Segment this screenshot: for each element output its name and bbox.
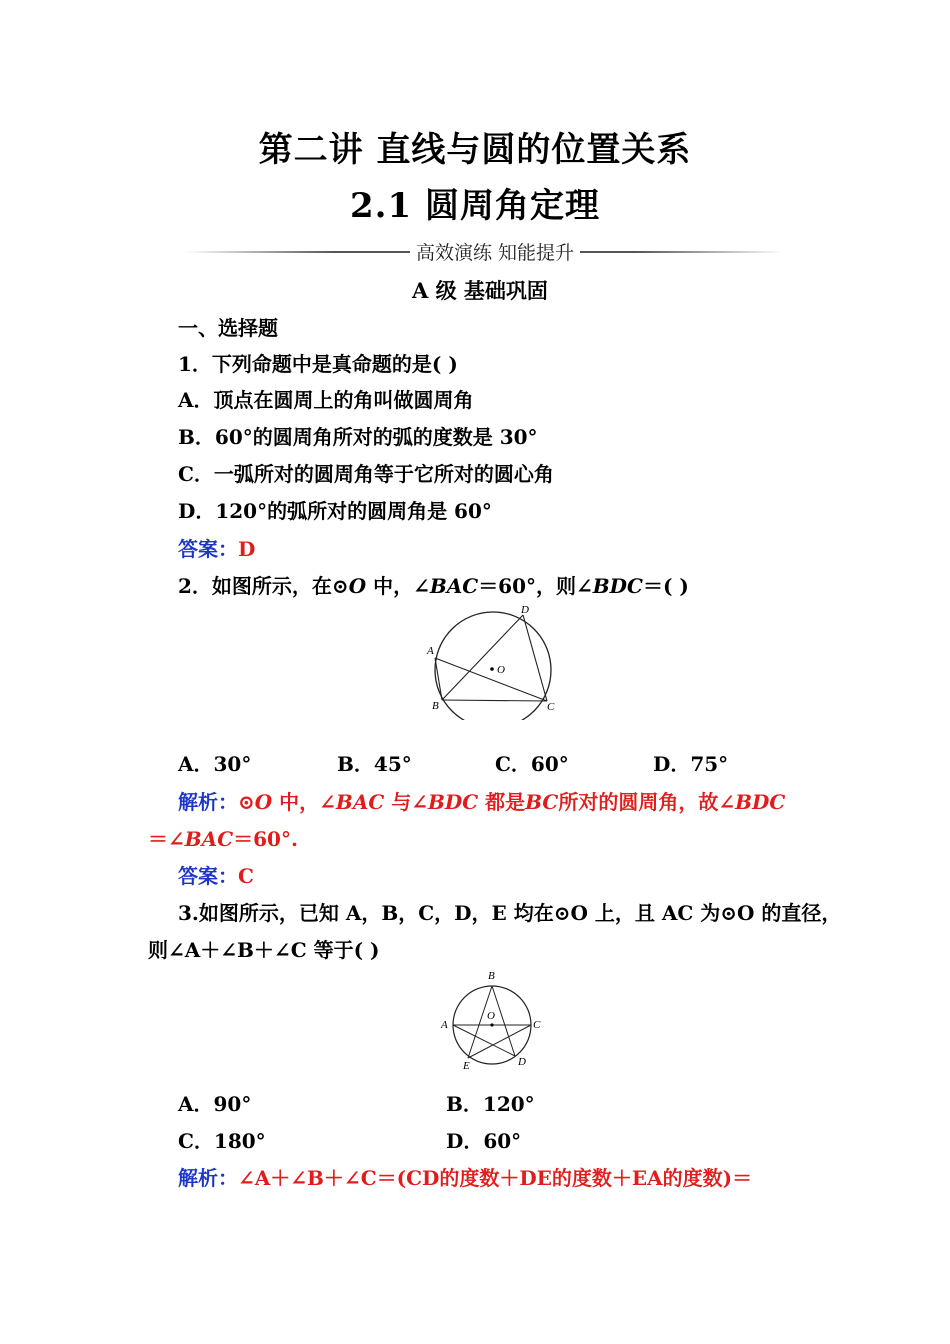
q3-line-bd [492,986,515,1056]
q3-analysis: 解析：∠A＋∠B＋∠C＝(CD的度数＋DE的度数＋EA的度数)＝ [178,1166,753,1190]
q1-answer-value: D [238,537,256,561]
q2-label-d: D [521,604,529,616]
q2-option-b: B．45° [337,752,412,776]
q2-answer-value: C [238,864,254,888]
q3-option-d: D．60° [446,1129,522,1153]
analysis-label: 解析： [178,790,238,814]
chapter-title: 第二讲 直线与圆的位置关系 [258,130,692,170]
q2-figure [420,600,570,720]
q1-option-c: C．一弧所对的圆周角等于它所对的圆心角 [178,462,554,486]
level-title: A 级 基础巩固 [412,278,548,303]
q1-option-b: B．60°的圆周角所对的弧的度数是 30° [178,425,538,449]
q2-label-c: C [547,701,555,713]
q3-stem-line1: 3.如图所示，已知 A，B，C，D，E 均在⊙O 上，且 AC 为⊙O 的直径， [178,901,842,925]
q3-label-b: B [488,970,495,982]
q2-option-d: D．75° [653,752,729,776]
q3-center-point [490,1023,493,1026]
q2-circle [435,612,551,720]
q3-label-c: C [533,1019,541,1031]
answer-label: 答案： [178,537,238,561]
q3-option-c: C．180° [178,1129,266,1153]
q3-figure [435,965,550,1073]
q3-label-a: A [441,1019,448,1031]
q2-line-ac [435,658,547,701]
section-heading: 一、选择题 [178,316,278,340]
q3-analysis-text: ∠A＋∠B＋∠C＝(CD的度数＋DE的度数＋EA的度数)＝ [238,1166,753,1190]
q3-label-d: D [518,1056,526,1068]
section-title: 2.1 圆周角定理 [350,186,600,226]
q2-stem: 2．如图所示，在⊙O 中，∠BAC＝60°，则∠BDC＝( ) [178,574,689,598]
q2-label-b: B [432,700,439,712]
q3-label-e: E [463,1060,470,1072]
q2-option-c: C．60° [495,752,569,776]
q2-option-a: A．30° [178,752,252,776]
q1-answer [178,533,255,562]
q1-option-a: A．顶点在圆周上的角叫做圆周角 [178,388,474,412]
q3-line-ad [453,1025,515,1056]
q2-label-a: A [427,645,434,657]
q2-analysis: 解析：⊙O 中，∠BAC 与∠BDC 都是BC所对的圆周角，故∠BDC [178,790,786,814]
band-text: 高效演练 知能提升 [410,238,580,265]
q1-stem: 1．下列命题中是真命题的是( ) [178,352,458,376]
q3-label-o: O [487,1010,495,1022]
q2-label-o: O [497,664,505,676]
q2-line-bc [442,700,547,701]
q3-option-a: A．90° [178,1092,252,1116]
q1-option-d: D．120°的弧所对的圆周角是 60° [178,499,492,523]
q2-line-dc [523,615,547,701]
q2-answer: 答案：C [178,864,254,888]
q2-center-point [490,667,494,671]
q3-option-b: B．120° [446,1092,535,1116]
q3-stem-line2: 则∠A＋∠B＋∠C 等于( ) [148,938,380,962]
q2-analysis-line2: ＝∠BAC＝60°. [148,827,298,851]
